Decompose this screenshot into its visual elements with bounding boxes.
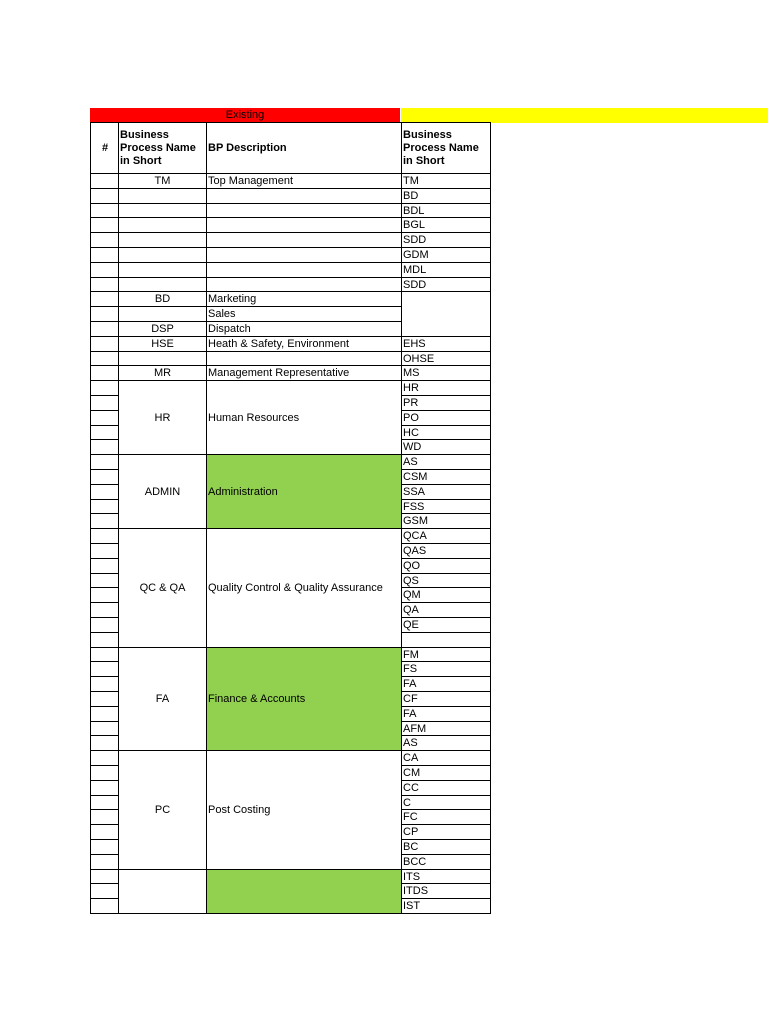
bp-description-cell (206, 351, 402, 366)
row-number-cell (90, 854, 119, 870)
bp-description-cell (206, 188, 402, 204)
row-number-cell (90, 706, 119, 722)
bp-short-cell (118, 188, 207, 204)
bp-short-new-cell: IST (401, 898, 491, 914)
row-number-cell (90, 617, 119, 633)
bp-short-cell (118, 306, 207, 322)
row-number-cell (90, 721, 119, 736)
row-number-cell (90, 439, 119, 455)
row-number-cell (90, 336, 119, 352)
bp-short-new-cell: FM (401, 647, 491, 662)
bp-short-cell (118, 203, 207, 218)
row-number-cell (90, 513, 119, 529)
bp-short-new-cell: OHSE (401, 351, 491, 366)
row-number-cell (90, 528, 119, 544)
bp-short-new-cell: CP (401, 824, 491, 840)
bp-short-new-cell: QE (401, 617, 491, 633)
bp-short-cell: QC & QA (118, 528, 207, 648)
bp-short-new-cell: ITDS (401, 883, 491, 899)
row-number-cell (90, 839, 119, 855)
bp-description-cell: Heath & Safety, Environment (206, 336, 402, 352)
bp-short-new-cell: BD (401, 188, 491, 204)
bp-short-new-cell: PR (401, 395, 491, 411)
bp-short-cell (118, 351, 207, 366)
bp-short-new-cell: SDD (401, 232, 491, 248)
bp-short-cell (118, 262, 207, 278)
bp-short-new-cell: SSA (401, 484, 491, 500)
bp-short-new-cell: BC (401, 839, 491, 855)
row-number-cell (90, 795, 119, 810)
bp-short-new-cell: BCC (401, 854, 491, 870)
header-hash: # (90, 122, 119, 174)
existing-label: Existing (225, 109, 265, 121)
row-number-cell (90, 484, 119, 500)
row-number-cell (90, 262, 119, 278)
bp-short-new-cell: QCA (401, 528, 491, 544)
bp-short-cell (118, 217, 207, 233)
bp-short-new-cell: AFM (401, 721, 491, 736)
row-number-cell (90, 869, 119, 884)
bp-short-new-cell: TM (401, 173, 491, 189)
row-number-cell (90, 765, 119, 781)
bp-short-new-cell: HR (401, 380, 491, 396)
bp-description-cell: Sales (206, 306, 402, 322)
bp-description-cell: Post Costing (206, 750, 402, 870)
bp-short-new-cell: GDM (401, 247, 491, 263)
bp-short-new-cell (401, 291, 491, 337)
bp-short-new-cell: SDD (401, 277, 491, 292)
row-number-cell (90, 780, 119, 796)
bp-short-cell: HSE (118, 336, 207, 352)
row-number-cell (90, 573, 119, 588)
bp-short-new-cell: AS (401, 735, 491, 751)
bp-short-cell (118, 277, 207, 292)
bp-short-new-cell: ITS (401, 869, 491, 884)
bp-short-cell: TM (118, 173, 207, 189)
row-number-cell (90, 410, 119, 426)
bp-short-new-cell: FS (401, 661, 491, 677)
bp-short-new-cell: AS (401, 454, 491, 470)
bp-short-new-cell: CA (401, 750, 491, 766)
bp-short-cell: HR (118, 380, 207, 455)
bp-short-new-cell: FA (401, 706, 491, 722)
bp-description-cell: Administration (206, 454, 402, 529)
row-number-cell (90, 380, 119, 396)
bp-short-new-cell: QAS (401, 543, 491, 559)
bp-short-new-cell: FSS (401, 499, 491, 514)
bp-short-new-cell: EHS (401, 336, 491, 352)
bp-short-new-cell (401, 632, 491, 648)
row-number-cell (90, 647, 119, 662)
bp-description-cell (206, 277, 402, 292)
bp-short-new-cell: GSM (401, 513, 491, 529)
bp-short-new-cell: QO (401, 558, 491, 574)
bp-short-cell: PC (118, 750, 207, 870)
bp-description-cell (206, 232, 402, 248)
bp-short-cell: MR (118, 365, 207, 381)
bp-short-cell: FA (118, 647, 207, 751)
bp-short-new-cell: QM (401, 587, 491, 603)
row-number-cell (90, 321, 119, 337)
header-bp-description: BP Description (206, 122, 402, 174)
bp-short-new-cell: BDL (401, 203, 491, 218)
row-number-cell (90, 277, 119, 292)
bp-short-cell (118, 232, 207, 248)
row-number-cell (90, 543, 119, 559)
row-number-cell (90, 735, 119, 751)
row-number-cell (90, 173, 119, 189)
row-number-cell (90, 306, 119, 322)
bp-short-new-cell: HC (401, 425, 491, 440)
bp-short-new-cell: CC (401, 780, 491, 796)
row-number-cell (90, 676, 119, 692)
bp-short-cell: BD (118, 291, 207, 307)
bp-description-cell (206, 869, 402, 914)
bp-short-new-cell: BGL (401, 217, 491, 233)
bp-short-new-cell: PO (401, 410, 491, 426)
bp-short-cell: DSP (118, 321, 207, 337)
row-number-cell (90, 454, 119, 470)
row-number-cell (90, 469, 119, 485)
header-bp-short-new: Business Process Name in Short (401, 122, 491, 174)
row-number-cell (90, 691, 119, 707)
row-number-cell (90, 365, 119, 381)
row-number-cell (90, 247, 119, 263)
bp-description-cell: Dispatch (206, 321, 402, 337)
bp-short-cell (118, 247, 207, 263)
row-number-cell (90, 203, 119, 218)
row-number-cell (90, 395, 119, 411)
bp-short-cell: ADMIN (118, 454, 207, 529)
bp-description-cell: Finance & Accounts (206, 647, 402, 751)
row-number-cell (90, 499, 119, 514)
row-number-cell (90, 824, 119, 840)
bp-description-cell: Marketing (206, 291, 402, 307)
bp-short-new-cell: FC (401, 809, 491, 825)
row-number-cell (90, 291, 119, 307)
bp-short-new-cell: MS (401, 365, 491, 381)
row-number-cell (90, 632, 119, 648)
bp-short-new-cell: QA (401, 602, 491, 618)
bp-description-cell: Quality Control & Quality Assurance (206, 528, 402, 648)
bp-description-cell (206, 247, 402, 263)
bp-description-cell: Human Resources (206, 380, 402, 455)
row-number-cell (90, 587, 119, 603)
bp-description-cell: Management Representative (206, 365, 402, 381)
row-number-cell (90, 558, 119, 574)
bp-description-cell: Top Management (206, 173, 402, 189)
row-number-cell (90, 602, 119, 618)
row-number-cell (90, 425, 119, 440)
row-number-cell (90, 188, 119, 204)
bp-short-cell (118, 869, 207, 914)
bp-description-cell (206, 262, 402, 278)
bp-short-new-cell: CF (401, 691, 491, 707)
bp-short-new-cell: QS (401, 573, 491, 588)
bp-short-new-cell: CM (401, 765, 491, 781)
bp-short-new-cell: WD (401, 439, 491, 455)
row-number-cell (90, 898, 119, 914)
header-bp-short: Business Process Name in Short (118, 122, 207, 174)
row-number-cell (90, 351, 119, 366)
bp-short-new-cell: FA (401, 676, 491, 692)
bp-description-cell (206, 217, 402, 233)
bp-description-cell (206, 203, 402, 218)
bp-short-new-cell: C (401, 795, 491, 810)
row-number-cell (90, 809, 119, 825)
yellow-band (401, 108, 768, 123)
row-number-cell (90, 661, 119, 677)
row-number-cell (90, 232, 119, 248)
row-number-cell (90, 750, 119, 766)
row-number-cell (90, 883, 119, 899)
bp-short-new-cell: CSM (401, 469, 491, 485)
row-number-cell (90, 217, 119, 233)
bp-short-new-cell: MDL (401, 262, 491, 278)
